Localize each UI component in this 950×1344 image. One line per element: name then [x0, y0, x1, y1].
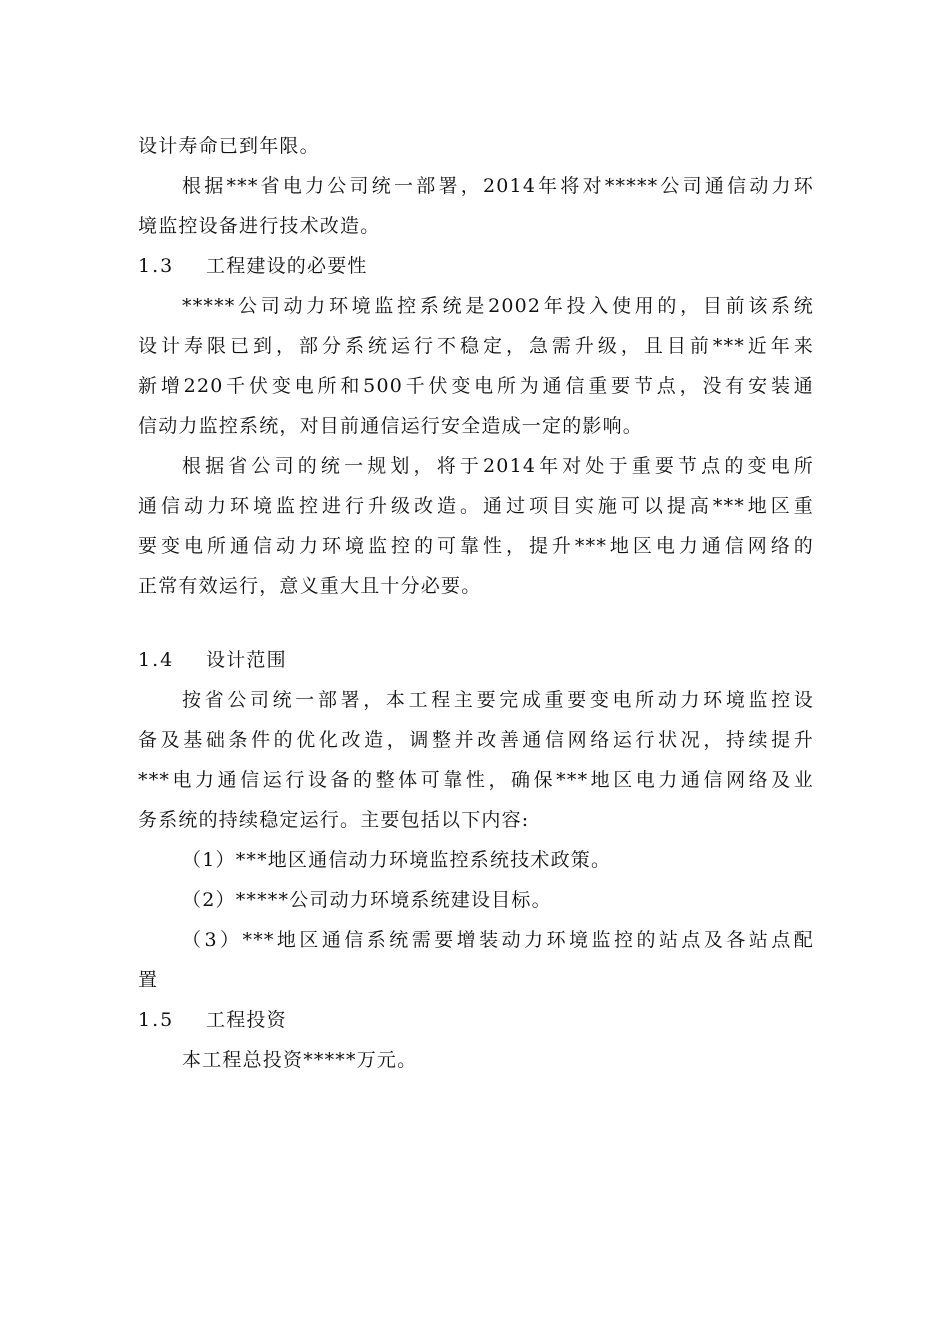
paragraph-line: 新增220千伏变电所和500千伏变电所为通信重要节点，没有安装通 [138, 375, 814, 397]
paragraph-line: 要变电所通信动力环境监控的可靠性，提升***地区电力通信网络的 [138, 535, 814, 557]
section-number: 1.4 [138, 649, 175, 671]
paragraph-line: 通信动力环境监控进行升级改造。通过项目实施可以提高***地区重 [138, 495, 814, 517]
section-title: 设计范围 [206, 649, 287, 671]
paragraph-line: 根据***省电力公司统一部署，2014年将对*****公司通信动力环 [182, 175, 814, 197]
paragraph-line: ***电力通信运行设备的整体可靠性，确保***地区电力通信网络及业 [138, 769, 814, 791]
document-page [138, 126, 814, 1080]
paragraph-line: 按省公司统一部署，本工程主要完成重要变电所动力环境监控设 [182, 689, 814, 711]
section-heading-1-5 [138, 1000, 814, 1040]
section-title: 工程投资 [206, 1009, 287, 1031]
paragraph-line: 本工程总投资*****万元。 [182, 1049, 418, 1071]
list-item: （2）*****公司动力环境系统建设目标。 [182, 889, 552, 911]
spacer [138, 606, 814, 640]
paragraph-line: 设计寿命已到年限。 [138, 135, 320, 157]
section-title: 工程建设的必要性 [206, 255, 368, 277]
paragraph-line: 境监控设备进行技术改造。 [138, 215, 381, 237]
paragraph-line: 信动力监控系统，对目前通信运行安全造成一定的影响。 [138, 415, 644, 437]
section-heading-1-4 [138, 640, 814, 680]
section-heading-1-3 [138, 246, 814, 286]
section-number: 1.5 [138, 1009, 175, 1031]
paragraph-line: 设计寿限已到，部分系统运行不稳定，急需升级，且目前***近年来 [138, 335, 814, 357]
paragraph-line: 正常有效运行，意义重大且十分必要。 [138, 575, 482, 597]
section-number: 1.3 [138, 255, 175, 277]
list-item-continuation: 置 [138, 969, 159, 991]
paragraph-line: 根据省公司的统一规划，将于2014年对处于重要节点的变电所 [182, 455, 814, 477]
paragraph-line: 备及基础条件的优化改造，调整并改善通信网络运行状况，持续提升 [138, 729, 814, 751]
list-item: （3）***地区通信系统需要增装动力环境监控的站点及各站点配 [182, 929, 814, 951]
paragraph-line: 务系统的持续稳定运行。主要包括以下内容: [138, 809, 530, 831]
list-item: （1）***地区通信动力环境监控系统技术政策。 [182, 849, 612, 871]
paragraph-line: *****公司动力环境监控系统是2002年投入使用的，目前该系统 [182, 295, 814, 317]
